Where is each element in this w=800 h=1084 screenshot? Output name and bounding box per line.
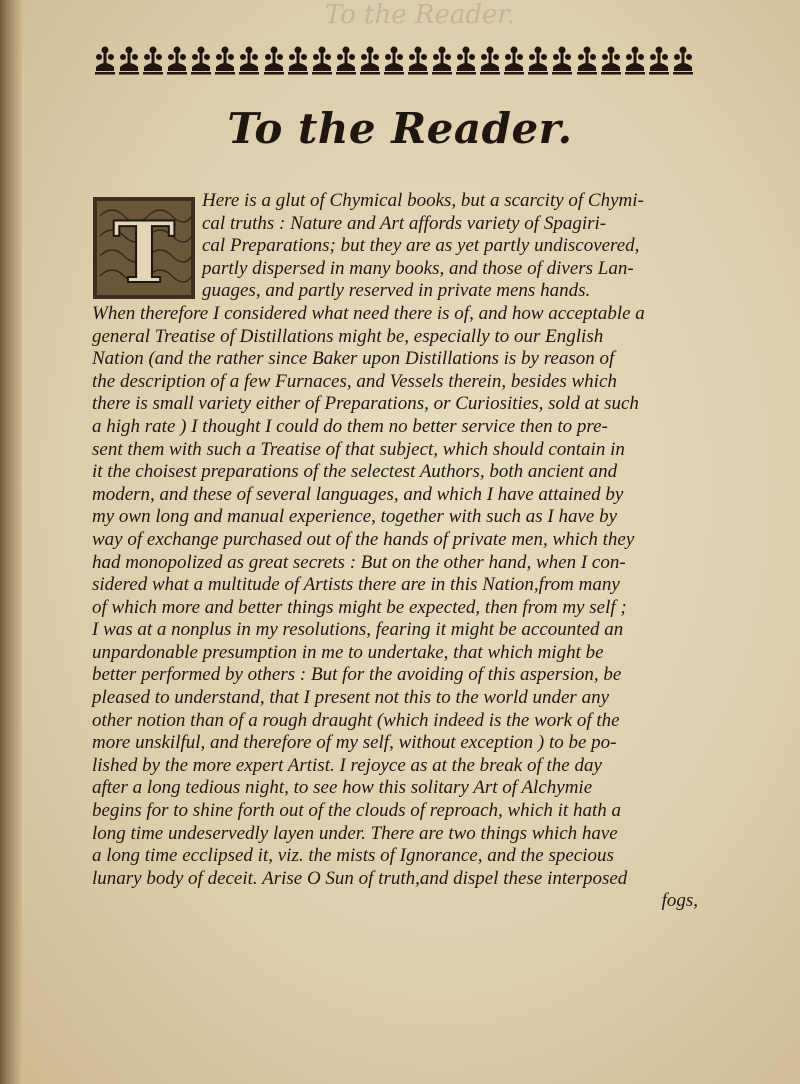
fleuron-icon	[383, 45, 405, 75]
fleuron-icon	[479, 45, 501, 75]
text-line: partly dispersed in many books, and those of divers Lan-	[202, 257, 634, 279]
fleuron-icon	[166, 45, 188, 75]
text-line: pleased to understand, that I present not this to the world under any	[92, 687, 610, 709]
text-line: more unskilful, and therefore of my self, without exception ) to be po-	[92, 732, 617, 754]
fleuron-icon	[624, 45, 646, 75]
text-line: had monopolized as great secrets : But on the other hand, when I con-	[92, 551, 626, 573]
text-line: there is small variety either of Preparations, or Curiosities, sold at such	[92, 393, 639, 415]
fleuron-icon	[359, 45, 381, 75]
fleuron-icon	[407, 45, 429, 75]
text-line: unpardonable presumption in me to undertake, that which might be	[92, 641, 604, 663]
text-line: general Treatise of Distillations might be, especially to our English	[92, 325, 604, 347]
text-line: cal Preparations; but they are as yet partly undiscovered,	[202, 235, 640, 257]
text-line: guages, and partly reserved in private mens hands.	[202, 280, 591, 302]
page-gutter	[0, 0, 22, 1084]
fleuron-icon	[503, 45, 525, 75]
text-line: begins for to shine forth out of the clouds of reproach, which it hath a	[92, 800, 621, 822]
text-line: Nation (and the rather since Baker upon Distillations is by reason of	[92, 348, 615, 370]
bleed-through-text: To the Reader.	[324, 0, 516, 30]
catchword: fogs,	[661, 890, 698, 912]
body-text	[92, 190, 702, 913]
fleuron-icon	[648, 45, 670, 75]
page-heading: To the Reader.	[227, 104, 573, 153]
text-line: a long time ecclipsed it, viz. the mists of Ignorance, and the specious	[92, 845, 614, 867]
text-line: a high rate ) I thought I could do them no better service then to pre-	[92, 415, 608, 437]
text-line: When therefore I considered what need there is of, and how acceptable a	[92, 302, 645, 324]
fleuron-icon	[142, 45, 164, 75]
fleuron-icon	[431, 45, 453, 75]
fleuron-icon	[94, 45, 116, 75]
text-line: it the choisest preparations of the selectest Authors, both ancient and	[92, 461, 618, 483]
text-line: after a long tedious night, to see how this solitary Art of Alchymie	[92, 777, 593, 799]
text-line: way of exchange purchased out of the hands of private men, which they	[92, 528, 635, 550]
fleuron-icon	[190, 45, 212, 75]
text-line: other notion than of a rough draught (which indeed is the work of the	[92, 709, 620, 731]
fleuron-ornament-band	[94, 42, 694, 78]
text-line: cal truths : Nature and Art affords variety of Spagiri-	[202, 212, 607, 234]
fleuron-icon	[263, 45, 285, 75]
text-line: modern, and these of several languages, and which I have attained by	[92, 483, 624, 505]
text-line: Here is a glut of Chymical books, but a scarcity of Chymi-	[202, 190, 644, 211]
fleuron-icon	[527, 45, 549, 75]
text-line: better performed by others : But for the avoiding of this aspersion, be	[92, 664, 622, 686]
text-line: long time undeservedly layen under. There are two things which have	[92, 822, 618, 844]
drop-cap-letter: T	[112, 203, 176, 300]
text-line: sent them with such a Treatise of that subject, which should contain in	[92, 438, 625, 460]
text-line: of which more and better things might be expected, then from my self ;	[92, 596, 627, 618]
fleuron-icon	[551, 45, 573, 75]
text-line: my own long and manual experience, together with such as I have by	[92, 506, 618, 528]
fleuron-icon	[672, 45, 694, 75]
fleuron-icon	[214, 45, 236, 75]
text-line: the description of a few Furnaces, and Vessels therein, besides which	[92, 370, 617, 392]
fleuron-icon	[287, 45, 309, 75]
fleuron-icon	[576, 45, 598, 75]
text-line: sidered what a multitude of Artists there are in this Nation,from many	[92, 574, 620, 596]
text-line: I was at a nonplus in my resolutions, fearing it might be accounted an	[92, 619, 624, 641]
fleuron-icon	[311, 45, 333, 75]
text-line: lished by the more expert Artist. I rejoyce as at the break of the day	[92, 754, 602, 776]
fleuron-icon	[238, 45, 260, 75]
text-line: lunary body of deceit. Arise O Sun of truth,and dispel these interposed	[92, 867, 628, 889]
fleuron-icon	[118, 45, 140, 75]
fleuron-icon	[335, 45, 357, 75]
fleuron-icon	[455, 45, 477, 75]
fleuron-icon	[600, 45, 622, 75]
